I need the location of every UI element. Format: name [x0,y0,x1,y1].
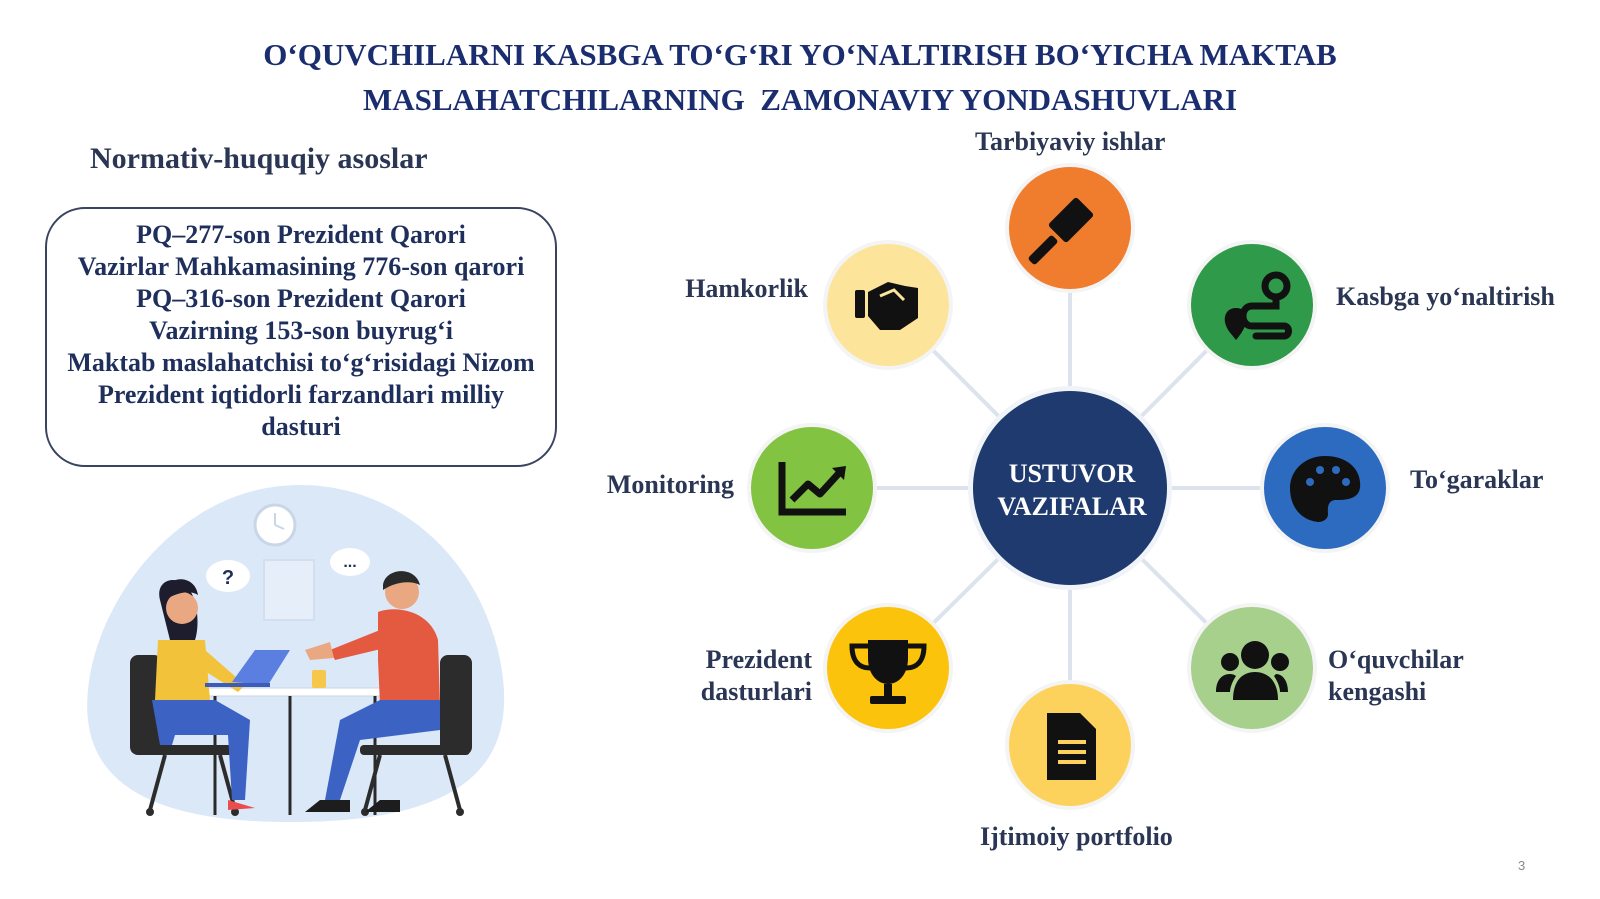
label-oquvchilar [1328,644,1464,708]
center-line-2: VAZIFALAR [997,492,1147,521]
question-mark: ? [221,567,235,589]
node-hamkorlik [823,240,953,370]
center-title [970,457,1174,523]
page-number: 3 [1518,858,1526,873]
label-prezident-line-2: dasturlari [700,677,812,706]
label-ijtimoiy: Ijtimoiy portfolio [980,822,1173,851]
ellipsis-text: ... [343,554,357,571]
legal-item: PQ–316-son Prezident Qarori [136,284,466,313]
node-monitoring [747,423,877,553]
legal-heading: Normativ-huquqiy asoslar [90,142,428,175]
legal-item: PQ–277-son Prezident Qarori [136,220,466,249]
legal-item: Maktab maslahatchisi to‘g‘risidagi Nizom [67,348,535,377]
node-ijtimoiy [1005,680,1135,810]
label-prezident [690,644,812,708]
node-kasbga [1187,240,1317,370]
label-kasbga: Kasbga yo‘naltirish [1336,282,1555,311]
label-tarbiyaviy: Tarbiyaviy ishlar [975,127,1166,156]
label-hamkorlik: Hamkorlik [685,274,808,303]
node-togaraklar [1260,423,1390,553]
legal-item: Prezident iqtidorli farzandlari milliy dasturi [97,380,505,441]
document-icon [1047,713,1096,780]
node-oquvchilar [1187,603,1317,733]
label-oquvchilar-line-2: kengashi [1328,677,1427,706]
label-oquvchilar-line-1: O‘quvchilar [1328,645,1464,674]
legal-item: Vazirning 153-son buyrug‘i [149,316,453,345]
title-line-1: O‘QUVCHILARNI KASBGA TO‘G‘RI YO‘NALTIRISH BO‘YICHA MAKTAB [263,37,1337,72]
node-prezident [823,603,953,733]
legal-item: Vazirlar Mahkamasining 776-son qarori [77,252,525,281]
center-line-1: USTUVOR [1008,459,1136,488]
label-togaraklar: To‘garaklar [1410,465,1544,494]
title-line-2: MASLAHATCHILARNING ZAMONAVIY YONDASHUVLARI [362,82,1238,117]
label-monitoring: Monitoring [606,470,734,499]
label-prezident-line-1: Prezident [705,645,812,674]
node-tarbiyaviy [1005,163,1135,293]
